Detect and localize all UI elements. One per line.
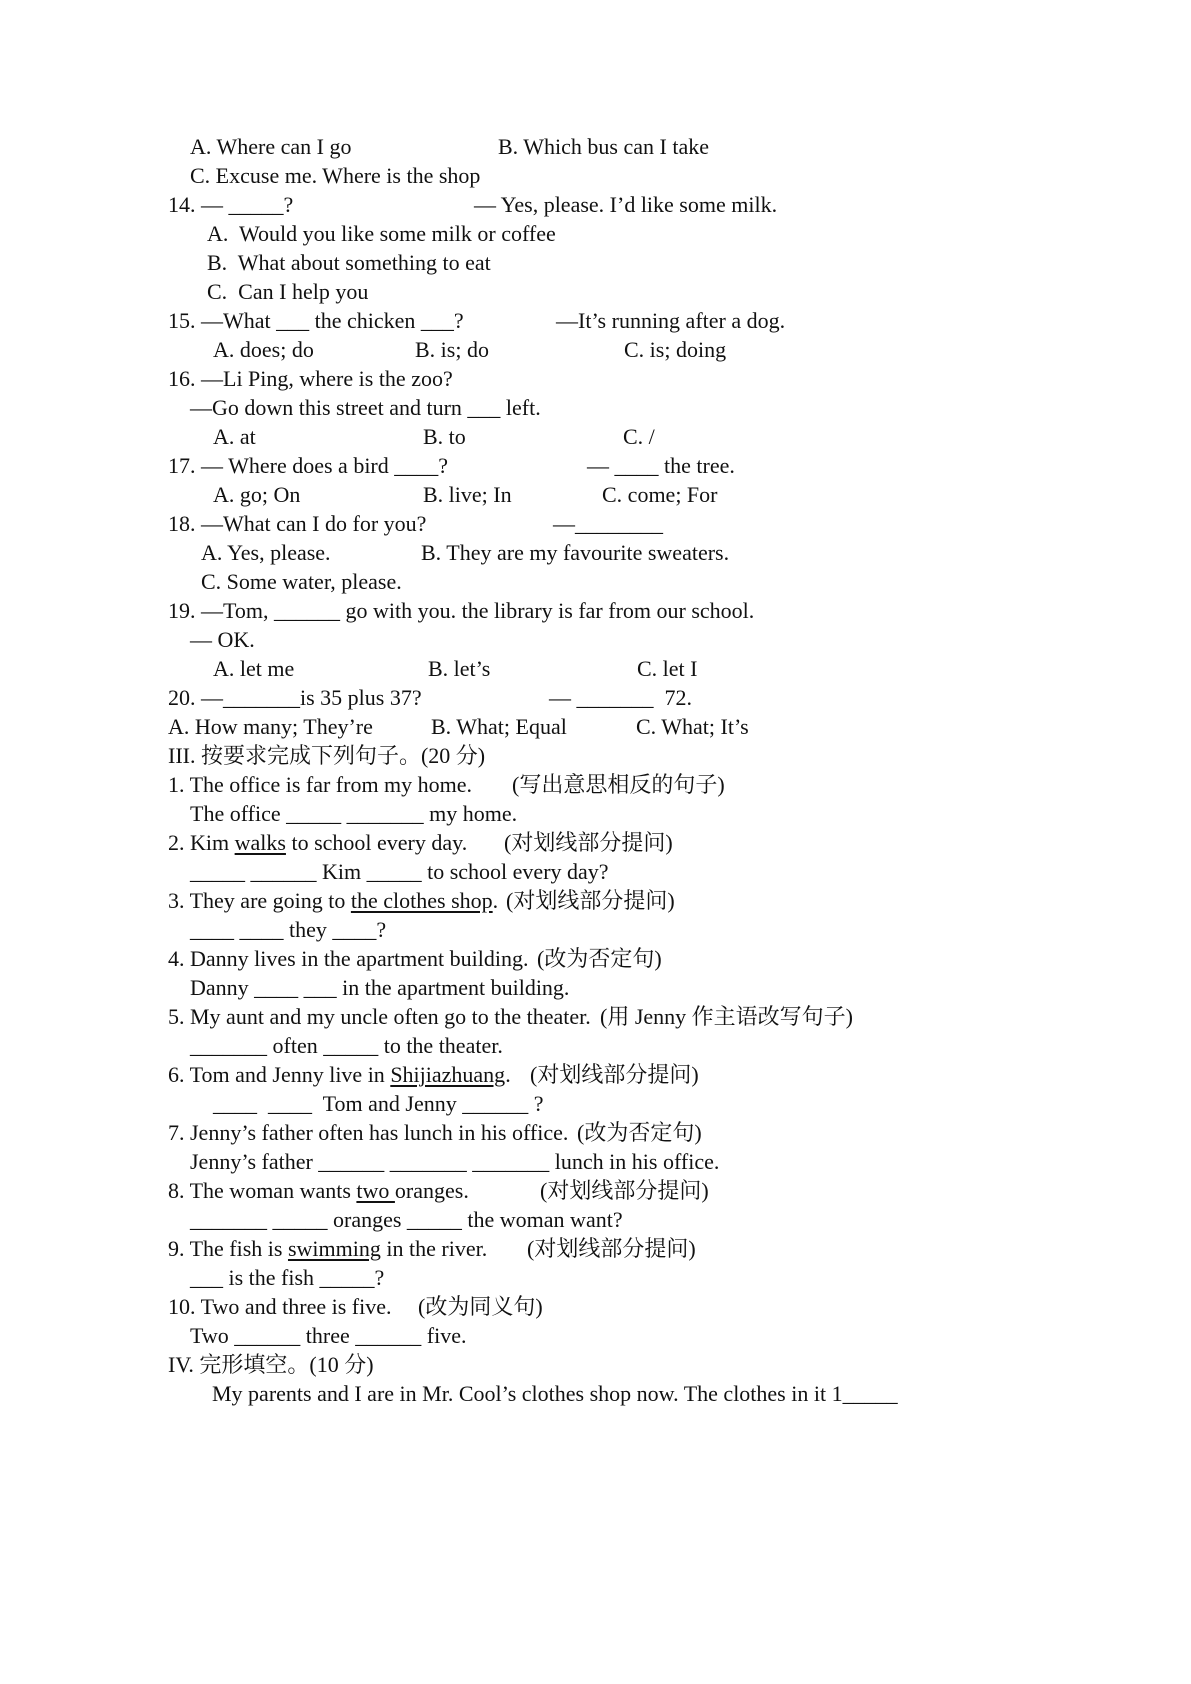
- s3-item-9-sentence: 9. The fish is swimming in the river.: [168, 1236, 488, 1261]
- s3-item-6-sentence: 6. Tom and Jenny live in Shijiazhuang.: [168, 1062, 511, 1087]
- s3-item-4-instruction: (改为否定句): [537, 946, 662, 971]
- s3-item-6-answer: ____ ____ Tom and Jenny ______ ?: [213, 1091, 544, 1116]
- s3-item-1-instruction: (写出意思相反的句子): [512, 772, 725, 797]
- s3-item-3-answer: ____ ____ they ____?: [190, 917, 387, 942]
- q20-option-c: C. What; It’s: [636, 714, 749, 739]
- s3-item-3-sentence: 3. They are going to the clothes shop.: [168, 888, 499, 913]
- q18-option-a: A. Yes, please.: [201, 540, 331, 565]
- s3-item-5-answer: _______ often _____ to the theater.: [190, 1033, 503, 1058]
- q20-response: — _______ 72.: [549, 685, 692, 710]
- q20-option-b: B. What; Equal: [431, 714, 567, 739]
- q13-option-c: C. Excuse me. Where is the shop: [190, 163, 481, 188]
- q17-option-c: C. come; For: [602, 482, 718, 507]
- s3-item-5-sentence: 5. My aunt and my uncle often go to the theater.: [168, 1004, 591, 1029]
- q18-option-b: B. They are my favourite sweaters.: [421, 540, 730, 565]
- section-3-heading: III. 按要求完成下列句子。(20 分): [168, 743, 486, 768]
- s3-item-1-answer: The office _____ _______ my home.: [190, 801, 518, 826]
- s3-item-1-sentence: 1. The office is far from my home.: [168, 772, 473, 797]
- q19-option-b: B. let’s: [428, 656, 491, 681]
- q15-option-b: B. is; do: [415, 337, 489, 362]
- s3-item-6-instruction: (对划线部分提问): [530, 1062, 699, 1087]
- q17-response: — ____ the tree.: [587, 453, 735, 478]
- s3-item-2-instruction: (对划线部分提问): [504, 830, 673, 855]
- s3-item-4-sentence: 4. Danny lives in the apartment building.: [168, 946, 529, 971]
- s3-item-5-instruction: (用 Jenny 作主语改写句子): [600, 1004, 853, 1029]
- q15-response: —It’s running after a dog.: [556, 308, 786, 333]
- q13-option-a: A. Where can I go: [190, 134, 352, 159]
- q16-option-a: A. at: [213, 424, 256, 449]
- q17-option-b: B. live; In: [423, 482, 512, 507]
- q19-option-a: A. let me: [213, 656, 295, 681]
- q20-option-a: A. How many; They’re: [168, 714, 373, 739]
- q18-stem: 18. —What can I do for you?: [168, 511, 427, 536]
- s3-item-8-instruction: (对划线部分提问): [540, 1178, 709, 1203]
- cloze-passage-line: My parents and I are in Mr. Cool’s clothes shop now. The clothes in it 1_____: [212, 1381, 898, 1406]
- q17-option-a: A. go; On: [213, 482, 301, 507]
- q20-stem: 20. —_______is 35 plus 37?: [168, 685, 422, 710]
- q14-option-c: C. Can I help you: [207, 279, 369, 304]
- q16-response: —Go down this street and turn ___ left.: [190, 395, 541, 420]
- q15-option-c: C. is; doing: [624, 337, 727, 362]
- q16-option-b: B. to: [423, 424, 466, 449]
- section-4-heading: IV. 完形填空。(10 分): [168, 1352, 374, 1377]
- s3-item-8-sentence: 8. The woman wants two oranges.: [168, 1178, 469, 1203]
- s3-item-3-instruction: (对划线部分提问): [506, 888, 675, 913]
- q15-stem: 15. —What ___ the chicken ___?: [168, 308, 464, 333]
- q19-option-c: C. let I: [637, 656, 698, 681]
- q19-stem: 19. —Tom, ______ go with you. the library is far from our school.: [168, 598, 755, 623]
- q19-response: — OK.: [190, 627, 255, 652]
- q13-option-b: B. Which bus can I take: [498, 134, 709, 159]
- s3-item-10-sentence: 10. Two and three is five.: [168, 1294, 392, 1319]
- s3-item-9-instruction: (对划线部分提问): [527, 1236, 696, 1261]
- s3-item-8-answer: _______ _____ oranges _____ the woman want?: [190, 1207, 623, 1232]
- s3-item-7-sentence: 7. Jenny’s father often has lunch in his office.: [168, 1120, 569, 1145]
- q14-response: — Yes, please. I’d like some milk.: [474, 192, 778, 217]
- s3-item-7-answer: Jenny’s father ______ _______ _______ lunch in his office.: [190, 1149, 720, 1174]
- q14-stem: 14. — _____?: [168, 192, 294, 217]
- s3-item-2-answer: _____ ______ Kim _____ to school every day?: [190, 859, 609, 884]
- s3-item-4-answer: Danny ____ ___ in the apartment building.: [190, 975, 570, 1000]
- s3-item-10-answer: Two ______ three ______ five.: [190, 1323, 467, 1348]
- q15-option-a: A. does; do: [213, 337, 314, 362]
- q14-option-b: B. What about something to eat: [207, 250, 491, 275]
- q14-option-a: A. Would you like some milk or coffee: [207, 221, 556, 246]
- q18-response: —________: [553, 511, 663, 536]
- q18-option-c: C. Some water, please.: [201, 569, 402, 594]
- s3-item-7-instruction: (改为否定句): [577, 1120, 702, 1145]
- s3-item-2-sentence: 2. Kim walks to school every day.: [168, 830, 468, 855]
- q16-stem: 16. —Li Ping, where is the zoo?: [168, 366, 453, 391]
- q16-option-c: C. /: [623, 424, 655, 449]
- s3-item-10-instruction: (改为同义句): [418, 1294, 543, 1319]
- q17-stem: 17. — Where does a bird ____?: [168, 453, 449, 478]
- s3-item-9-answer: ___ is the fish _____?: [190, 1265, 385, 1290]
